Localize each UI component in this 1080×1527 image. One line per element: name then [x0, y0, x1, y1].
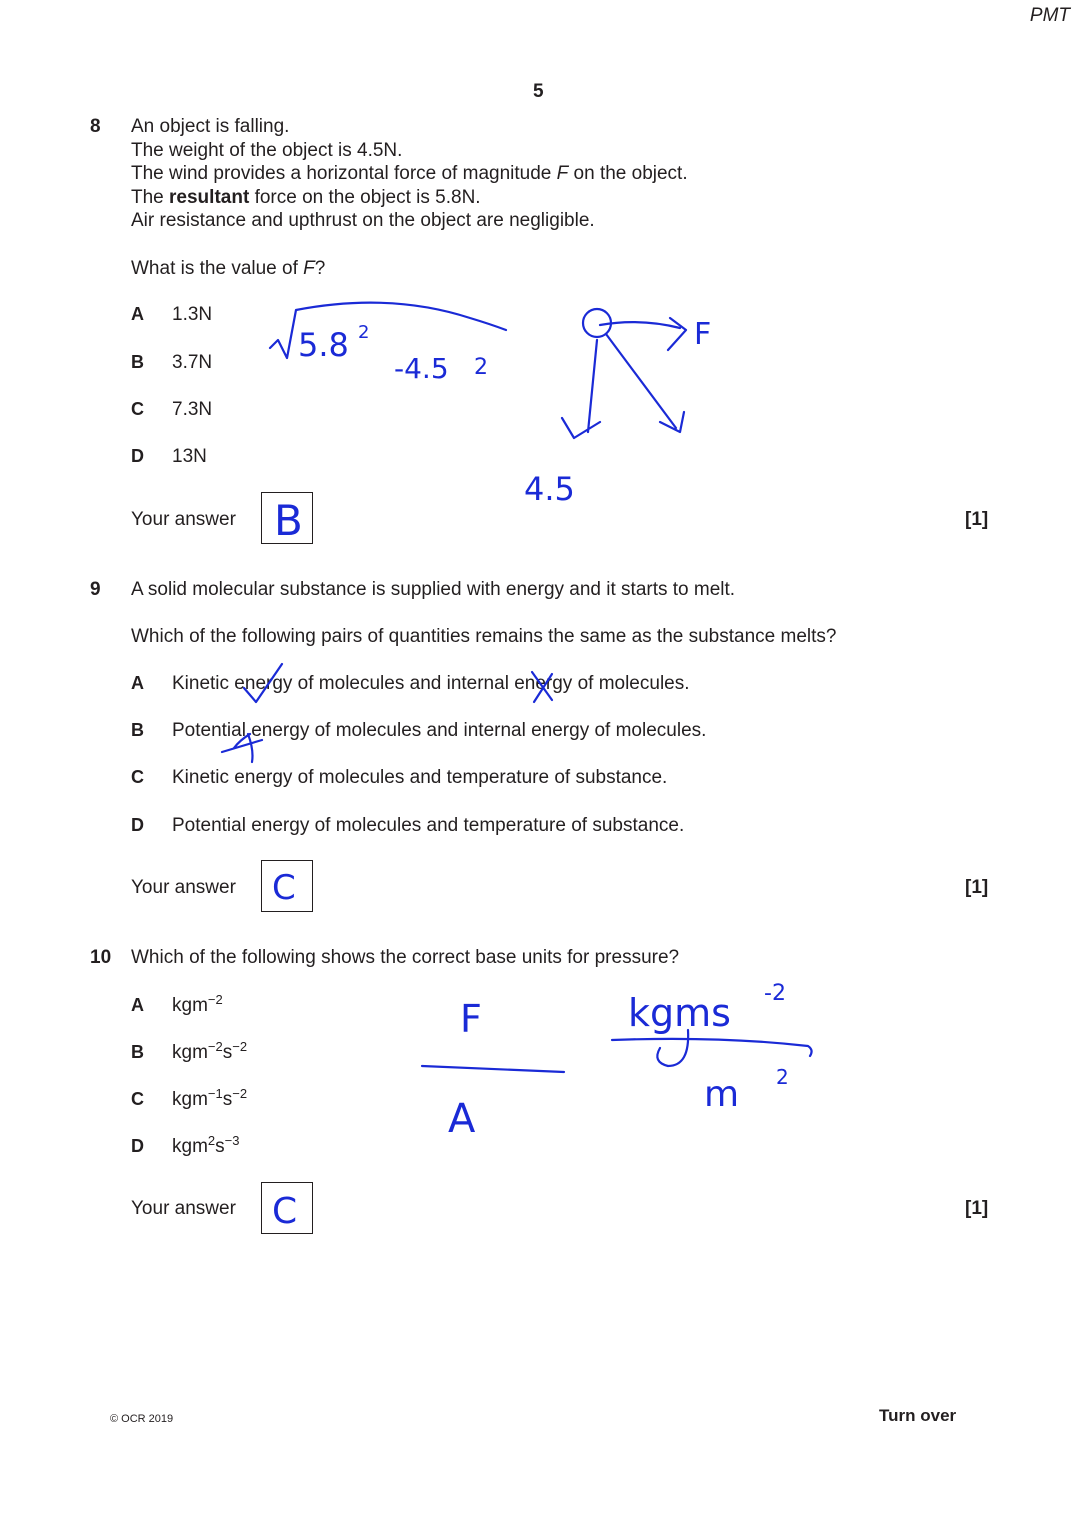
q8-line-1: An object is falling.	[131, 116, 290, 137]
q8-line-5: Air resistance and upthrust on the object are negligible.	[131, 210, 595, 231]
q9-option-a-text: Kinetic energy of molecules and internal energy of molecules.	[172, 673, 690, 694]
q9-marks: [1]	[965, 877, 989, 898]
q8-minus-value: -4.5	[394, 352, 449, 385]
q10-option-b-text: $kgm^{-2}s^{-2}$	[172, 1039, 248, 1063]
q8-question: What is the value of F?	[131, 258, 326, 279]
q8-weight-label: 4.5	[524, 470, 575, 508]
q8-option-d-letter: D	[131, 446, 144, 466]
q10-units-numerator-exp: -2	[764, 981, 786, 1006]
q10-question: Which of the following shows the correct base units for pressure?	[131, 947, 680, 968]
q10-units-denominator: m	[704, 1074, 740, 1115]
q10-option-c-text: $kgm^{-1}s^{-2}$	[172, 1086, 248, 1110]
q8-sqrt-value: 5.8	[298, 326, 349, 364]
q10-f-label: F	[460, 997, 482, 1041]
q10-g-tail	[657, 1030, 688, 1066]
q9-answer-label: Your answer	[131, 877, 236, 898]
q8-line-3: The wind provides a horizontal force of magnitude F on the object.	[131, 163, 688, 184]
q8-wind-arrow	[600, 318, 686, 350]
q9-answer-text: C	[272, 868, 296, 908]
q9-stem: A solid molecular substance is supplied with energy and it starts to melt.	[131, 579, 736, 600]
q10-option-c-letter: C	[131, 1089, 144, 1109]
q10-answer-label: Your answer	[131, 1198, 236, 1219]
q8-minus-exp: 2	[474, 355, 488, 380]
q9-option-a-letter: A	[131, 673, 144, 693]
copyright: © OCR 2019	[110, 1413, 174, 1425]
q8-answer-label: Your answer	[131, 509, 236, 530]
q10-answer-handwriting	[262, 1183, 312, 1233]
q8-sqrt-working	[270, 303, 506, 385]
q10-option-d-letter: D	[131, 1136, 144, 1156]
page-number: 5	[533, 81, 544, 102]
q10-answer-text: C	[272, 1191, 298, 1232]
q8-option-a-text: 1.3N	[172, 304, 213, 325]
q8-force-label: F	[694, 317, 712, 352]
q10-option-b-letter: B	[131, 1042, 144, 1062]
q9-answer-box[interactable]	[261, 860, 313, 912]
q8-weight-arrow	[562, 340, 600, 438]
q9-question: Which of the following pairs of quantities remains the same as the substance melts?	[131, 626, 837, 647]
question-number-10: 10	[90, 947, 112, 968]
q8-stem	[131, 115, 688, 233]
q8-resultant-arrow	[606, 334, 684, 432]
q8-object-circle	[583, 309, 611, 337]
q9-option-b-letter: B	[131, 720, 144, 740]
question-number-8: 8	[90, 116, 101, 137]
q9-answer-handwriting	[262, 861, 312, 911]
q10-answer-box[interactable]	[261, 1182, 313, 1234]
q9-option-b-text: Potential energy of molecules and internal energy of molecules.	[172, 720, 707, 741]
q8-option-a-letter: A	[131, 304, 144, 324]
q8-sqrt-sign	[270, 303, 506, 358]
q9-option-d-letter: D	[131, 815, 144, 835]
q9-option-c-text: Kinetic energy of molecules and temperature of substance.	[172, 767, 668, 788]
q8-option-d-text: 13N	[172, 446, 207, 467]
q10-working	[422, 981, 812, 1142]
q10-units-numerator: kgms	[628, 991, 731, 1035]
q8-marks: [1]	[965, 509, 989, 530]
q8-force-diagram	[524, 309, 711, 508]
q8-sqrt-exp: 2	[358, 322, 370, 343]
q8-option-c-letter: C	[131, 399, 144, 419]
q8-answer-handwriting	[262, 493, 312, 543]
q10-option-d-text: $kgm^2s^{-3}$	[172, 1133, 240, 1157]
q8-line-4: The resultant force on the object is 5.8N.	[131, 186, 481, 208]
q8-option-b-letter: B	[131, 352, 144, 372]
q10-marks: [1]	[965, 1198, 989, 1219]
q9-option-c-letter: C	[131, 767, 144, 787]
question-number-9: 9	[90, 579, 101, 600]
q9-option-d-text: Potential energy of molecules and temperature of substance.	[172, 815, 685, 836]
q8-option-b-text: 3.7N	[172, 352, 213, 373]
q8-answer-text: B	[274, 496, 303, 543]
q10-units-line	[612, 1039, 812, 1056]
q10-fraction-line	[422, 1066, 564, 1072]
q8-option-c-text: 7.3N	[172, 399, 213, 420]
q10-option-a-letter: A	[131, 995, 144, 1015]
q10-units-denominator-exp: 2	[776, 1065, 789, 1089]
q10-option-a-text: kgm$^{-2}$	[172, 992, 223, 1016]
q8-answer-box[interactable]	[261, 492, 313, 544]
q8-line-2: The weight of the object is 4.5N.	[131, 139, 403, 161]
corner-label: PMT	[1029, 5, 1070, 26]
turn-over: Turn over	[879, 1406, 957, 1425]
q10-a-label: A	[448, 1096, 476, 1142]
